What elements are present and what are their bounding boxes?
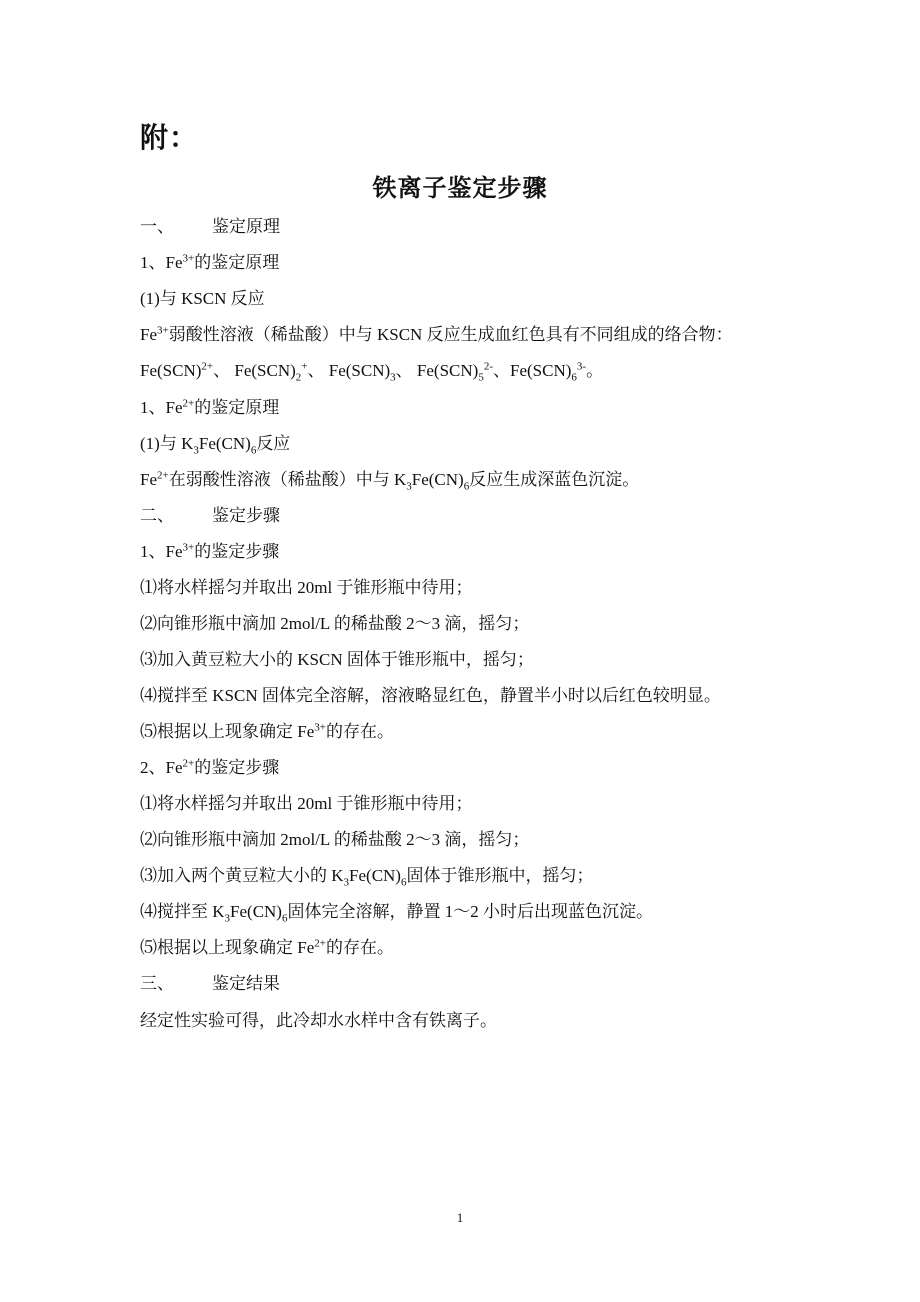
fe3-principle-heading: 1、$Fe^{3+}$的鉴定原理 xyxy=(140,252,280,272)
fe2-step: ⑵向锥形瓶中滴加 2mol/L 的稀盐酸 2～3 滴，摇匀； xyxy=(140,830,530,849)
section-number: 一、 xyxy=(140,217,174,236)
section-label: 鉴定结果 xyxy=(212,974,280,993)
section-number: 二、 xyxy=(140,506,174,525)
complex-formula: Fe(SCN)$^{2+}$、 xyxy=(140,360,235,380)
section-label: 鉴定原理 xyxy=(212,217,280,236)
fe2-principle-subheading: (1)与 $K_3Fe(CN)_6$反应 xyxy=(140,434,291,457)
fe2-principle-heading: 1、$Fe^{2+}$的鉴定原理 xyxy=(140,397,280,417)
document-title: 铁离子鉴定步骤 xyxy=(372,176,548,202)
page-number: 1 xyxy=(456,1210,464,1225)
section-number: 三、 xyxy=(140,974,174,993)
result-text: 经定性实验可得，此冷却水水样中含有铁离子。 xyxy=(140,1011,497,1030)
complex-list xyxy=(140,360,603,382)
fe3-principle-description: $Fe^{3+}$弱酸性溶液（稀盐酸）中与 KSCN 反应生成血红色具有不同组成的络合物： xyxy=(140,324,733,344)
fe2-steps-heading: 2、$Fe^{2+}$的鉴定步骤 xyxy=(140,757,280,777)
fe3-step: ⑶加入黄豆粒大小的 KSCN 固体于锥形瓶中，摇匀； xyxy=(140,650,534,669)
section-label: 鉴定步骤 xyxy=(212,506,280,525)
section-heading-principle xyxy=(140,216,280,238)
fe2-principle-description: $Fe^{2+}$在弱酸性溶液（稀盐酸）中与 $K_3Fe(CN)_6$反应生成深蓝色沉淀。 xyxy=(140,469,640,493)
fe3-step: ⑷搅拌至 KSCN 固体完全溶解，溶液略显红色，静置半小时以后红色较明显。 xyxy=(140,686,721,705)
complex-formula: $Fe(SCN)_2^+$、 xyxy=(234,360,329,384)
appendix-label: 附： xyxy=(140,123,199,154)
fe2-step: ⑶加入两个黄豆粒大小的 $K_3Fe(CN)_6$固体于锥形瓶中，摇匀； xyxy=(140,866,594,889)
complex-formula: $Fe(SCN)_6^{3-}$。 xyxy=(509,360,604,384)
fe2-step: ⑴将水样摇匀并取出 20ml 于锥形瓶中待用； xyxy=(140,794,473,813)
fe3-step: ⑴将水样摇匀并取出 20ml 于锥形瓶中待用； xyxy=(140,578,473,597)
fe3-step: ⑵向锥形瓶中滴加 2mol/L 的稀盐酸 2～3 滴，摇匀； xyxy=(140,614,530,633)
section-heading-steps xyxy=(140,505,280,527)
fe2-step: ⑷搅拌至 $K_3Fe(CN)_6$固体完全溶解，静置 1～2 小时后出现蓝色沉淀。 xyxy=(140,902,653,925)
fe3-principle-subheading: (1)与 KSCN 反应 xyxy=(140,289,265,308)
fe3-step: ⑸根据以上现象确定 $Fe^{3+}$的存在。 xyxy=(140,721,394,741)
section-heading-result xyxy=(140,973,280,995)
fe2-step: ⑸根据以上现象确定 $Fe^{2+}$的存在。 xyxy=(140,937,394,957)
fe3-steps-heading: 1、$Fe^{3+}$的鉴定步骤 xyxy=(140,541,280,561)
complex-formula: $Fe(SCN)_3$、 xyxy=(328,361,417,384)
complex-formula: $Fe(SCN)_5^{2-}$、 xyxy=(416,360,510,384)
